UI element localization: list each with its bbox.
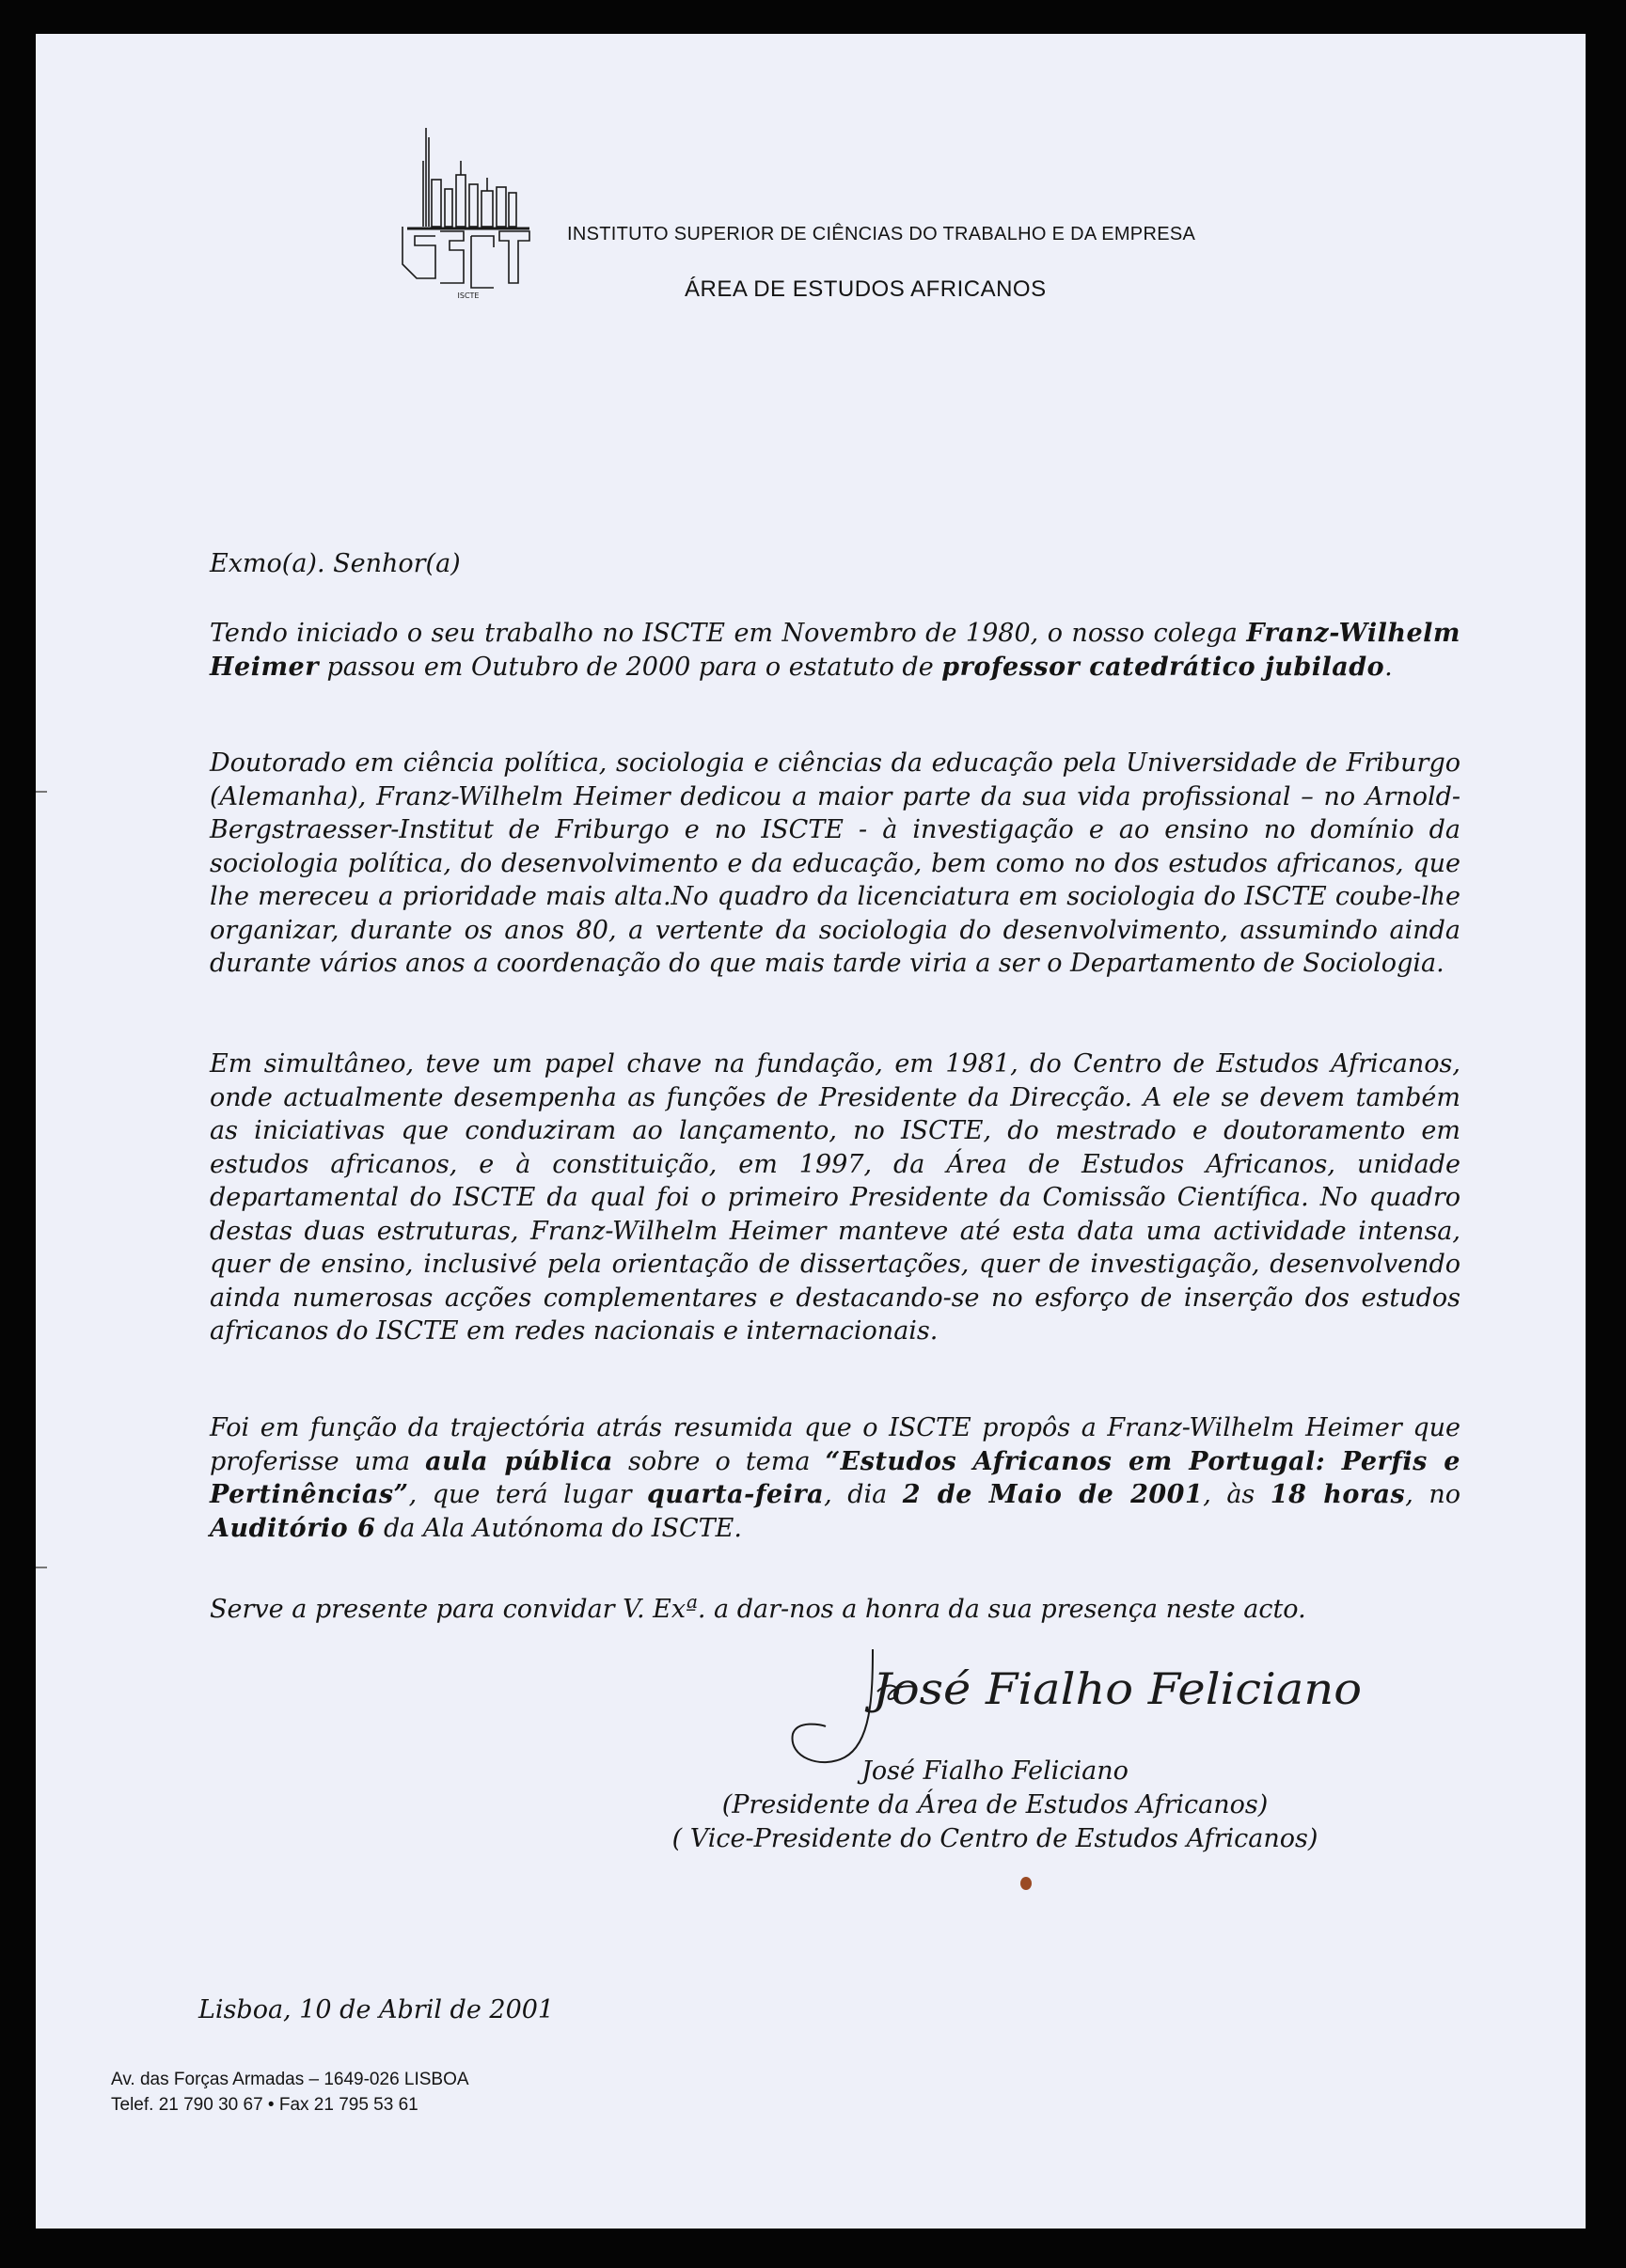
signer-role-2: ( Vice-Presidente do Centro de Estudos Africanos) [671,1824,1318,1853]
institute-name: INSTITUTO SUPERIOR DE CIÊNCIAS DO TRABALHO E DA EMPRESA [567,224,1196,244]
salutation: Exmo(a). Senhor(a) [210,549,461,578]
letter-date: Lisboa, 10 de Abril de 2001 [198,1995,555,2024]
signature-script: José Fialho Feliciano [864,1663,1362,1714]
fold-mark [36,1567,47,1568]
fold-mark [36,791,47,793]
signer-role-1: (Presidente da Área de Estudos Africanos) [721,1790,1269,1819]
iscte-logo-icon [398,123,539,302]
paragraph-1: Tendo iniciado o seu trabalho no ISCTE em Novembro de 1980, o nosso colega Franz-Wilhelm Heimer passou em Outubro de 2000 para o estatuto de professor catedrático jubilado. [210,619,1460,682]
letter-page [36,34,1586,2229]
paragraph-2: Doutorado em ciência política, sociologia e ciências da educação pela Universidade de Friburgo (Alemanha), Franz-Wilhelm Heimer dedicou a maior parte da sua vida profissional – no Arnold-Bergstraesser-Institut de Friburgo e no ISCTE - à investigação e ao ensino no domínio da sociologia política, do desenvolvimento e da educação, bem como no dos estudos africanos, que lhe mereceu a prioridade mais alta.No quadro da licenciatura em sociologia do ISCTE coube-lhe organizar, durante os anos 80, a vertente da sociologia do desenvolvimento, assumindo ainda durante vários anos a coordenação do que mais tarde viria a ser o Departamento de Sociologia. [210,748,1460,978]
department-name: ÁREA DE ESTUDOS AFRICANOS [685,276,1047,302]
signer-name: José Fialho Feliciano [861,1756,1129,1786]
logo-text: ISCTE [457,291,480,300]
paragraph-3: Em simultâneo, teve um papel chave na fundação, em 1981, do Centro de Estudos Africanos, onde actualmente desempenha as funções de Presidente da Direcção. A ele se devem também as iniciativas que conduziram ao lançamento, no ISCTE, do mestrado e doutoramento em estudos africanos, e à constituição, em 1997, da Área de Estudos Africanos, unidade departamental do ISCTE da qual foi o primeiro Presidente da Comissão Científica. No quadro destas duas estruturas, Franz-Wilhelm Heimer manteve até esta data uma actividade intensa, quer de ensino, inclusivé pela orientação de dissertações, quer de investigação, desenvolvendo ainda numerosas acções complementares e destacando-se no esforço de inserção dos estudos africanos do ISCTE em redes nacionais e internacionais. [210,1049,1460,1346]
phone-fax-line: Telef. 21 790 30 67 • Fax 21 795 53 61 [111,2095,418,2115]
paragraph-5: Serve a presente para convidar V. Exª. a dar-nos a honra da sua presença neste acto. [210,1595,1306,1624]
ink-mark [1020,1877,1032,1890]
paragraph-4: Foi em função da trajectória atrás resumida que o ISCTE propôs a Franz-Wilhelm Heimer que proferisse uma aula pública sobre o tema “Estudos Africanos em Portugal: Perfis e Pertinências”, que terá lugar quarta-feira, dia 2 de Maio de 2001, às 18 horas, no Auditório 6 da Ala Autónoma do ISCTE. [210,1413,1460,1543]
signer-block [562,1755,1428,1856]
footer-address [111,2067,469,2118]
address-line: Av. das Forças Armadas – 1649-026 LISBOA [111,2070,469,2089]
